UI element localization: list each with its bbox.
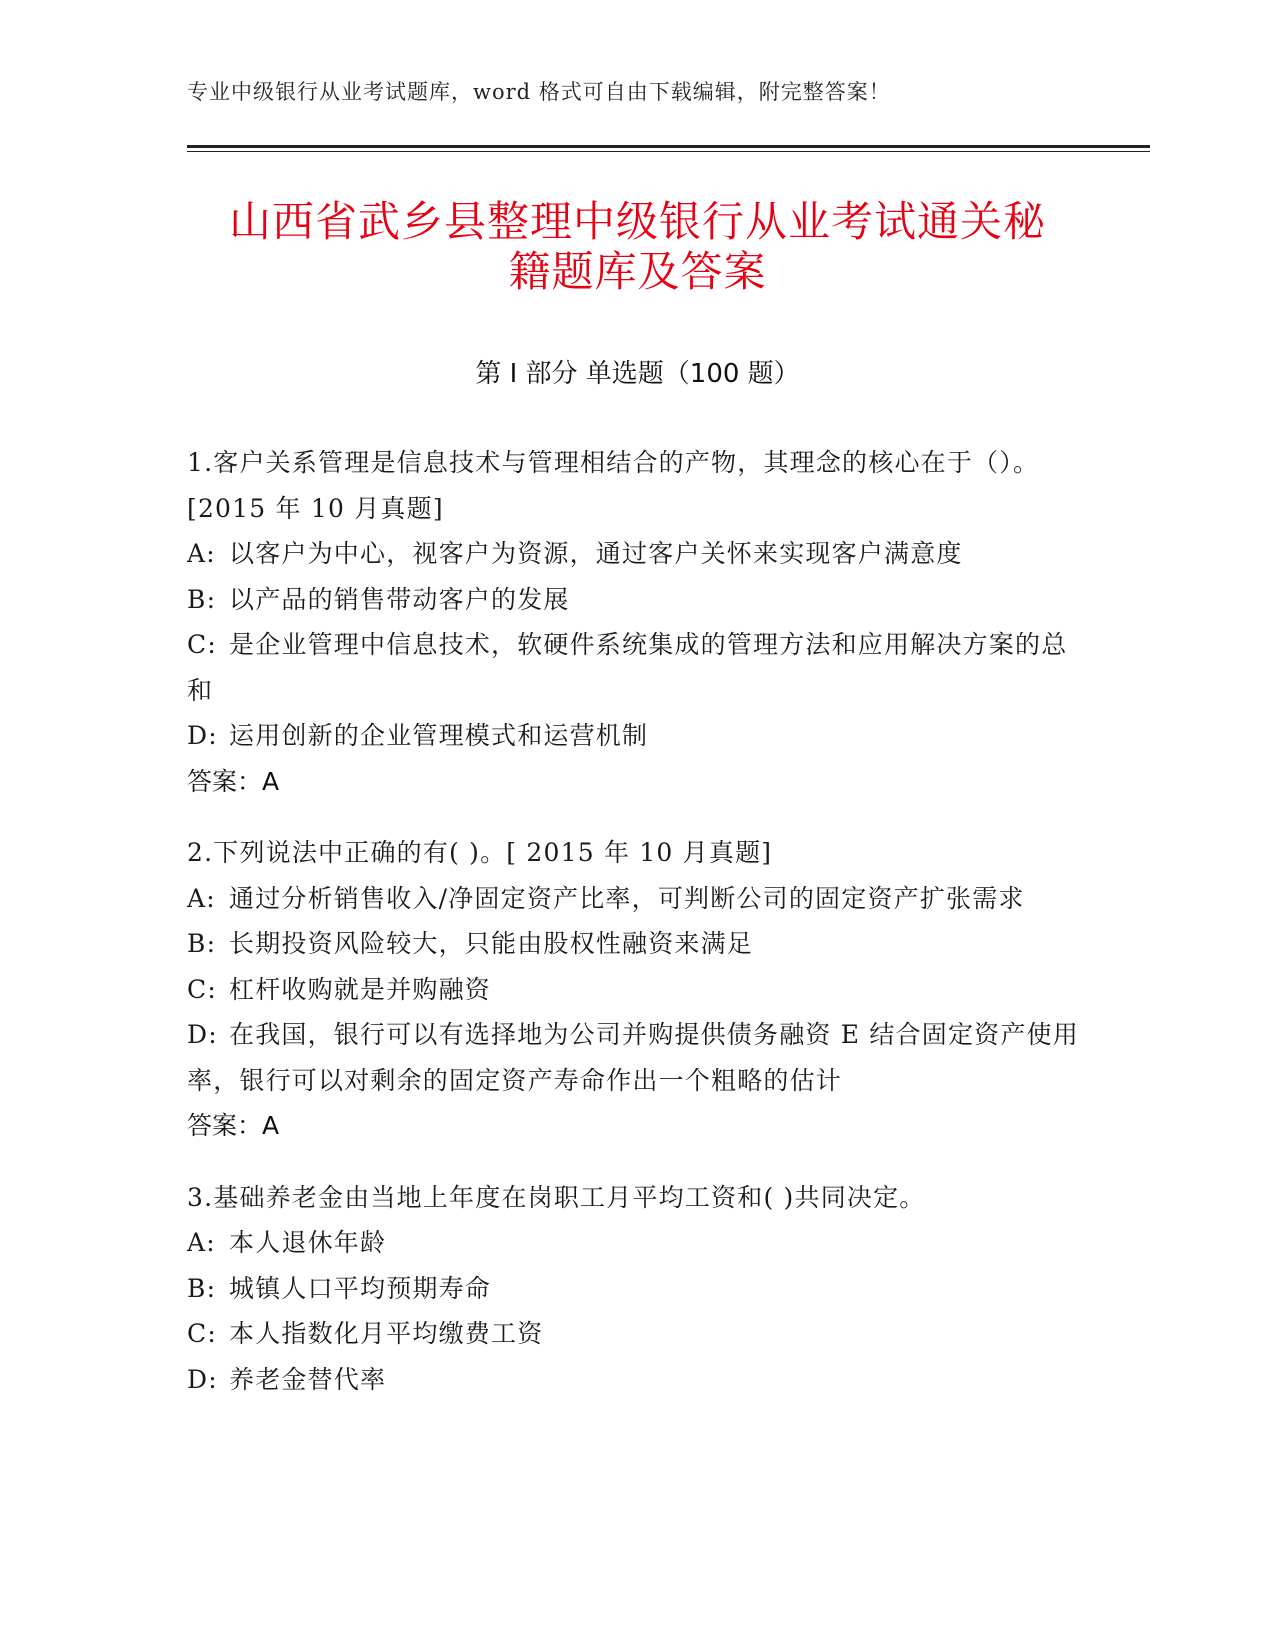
option-key: C: <box>187 974 217 1004</box>
option-d <box>187 1012 1082 1103</box>
option-text: 是企业管理中信息技术，软硬件系统集成的管理方法和应用解决方案的总和 <box>187 630 1068 705</box>
title-line-2: 籍题库及答案 <box>508 247 767 296</box>
question-stem: 3.基础养老金由当地上年度在岗职工月平均工资和( )共同决定。 <box>187 1182 926 1212</box>
option-text: 本人指数化月平均缴费工资 <box>229 1319 544 1348</box>
title-line-1: 山西省武乡县整理中级银行从业考试通关秘 <box>228 197 1046 246</box>
option-d <box>187 1357 1082 1403</box>
section-heading: 第 I 部分 单选题（100 题） <box>475 359 800 389</box>
option-key: B: <box>187 1273 217 1303</box>
option-key: A: <box>187 1228 216 1257</box>
option-key: C: <box>187 1319 217 1348</box>
option-key: D: <box>187 721 218 750</box>
option-key: A: <box>187 539 216 568</box>
option-key: B: <box>187 584 217 614</box>
option-text: 长期投资风险较大，只能由股权性融资来满足 <box>229 929 754 958</box>
option-text: 通过分析销售收入/净固定资产比率，可判断公司的固定资产扩张需求 <box>229 883 1025 913</box>
option-b <box>187 577 1082 623</box>
option-text: 城镇人口平均预期寿命 <box>229 1273 492 1303</box>
option-key: D: <box>187 1020 218 1049</box>
option-b <box>187 1266 1082 1312</box>
option-b <box>187 921 1082 967</box>
option-text: 以产品的销售带动客户的发展 <box>229 584 570 614</box>
question-list <box>187 440 1082 1428</box>
option-key: C: <box>187 630 217 659</box>
option-key: A: <box>187 883 216 913</box>
answer-line: 答案：A <box>187 1111 280 1140</box>
option-key: D: <box>187 1364 218 1394</box>
question-3 <box>187 1175 1082 1403</box>
question-stem: 2.下列说法中正确的有( )。[ 2015 年 10 月真题] <box>187 838 773 867</box>
answer-line: 答案：A <box>187 766 280 796</box>
option-a <box>187 876 1082 922</box>
option-d <box>187 713 1082 759</box>
option-c <box>187 622 1082 713</box>
option-text: 运用创新的企业管理模式和运营机制 <box>229 721 649 750</box>
question-2 <box>187 830 1082 1149</box>
question-1 <box>187 440 1082 804</box>
option-text: 在我国，银行可以有选择地为公司并购提供债务融资 E 结合固定资产使用率，银行可以对剩余的固定资产寿命作出一个粗略的估计 <box>187 1020 1079 1095</box>
question-stem: 1.客户关系管理是信息技术与管理相结合的产物，其理念的核心在于（）。[2015 年 10 月真题] <box>187 448 1040 523</box>
header-note: 专业中级银行从业考试题库，word 格式可自由下载编辑，附完整答案！ <box>187 80 891 104</box>
option-text: 养老金替代率 <box>229 1364 387 1394</box>
option-key: B: <box>187 929 217 958</box>
option-text: 本人退休年龄 <box>229 1228 387 1257</box>
document-title <box>187 197 1088 297</box>
option-a <box>187 531 1082 577</box>
header-rule-thick <box>187 145 1150 148</box>
header-rule-thin <box>187 151 1150 152</box>
option-text: 杠杆收购就是并购融资 <box>229 974 492 1004</box>
option-c <box>187 1311 1082 1357</box>
option-c <box>187 967 1082 1013</box>
option-a <box>187 1220 1082 1266</box>
option-text: 以客户为中心，视客户为资源，通过客户关怀来实现客户满意度 <box>229 539 963 568</box>
